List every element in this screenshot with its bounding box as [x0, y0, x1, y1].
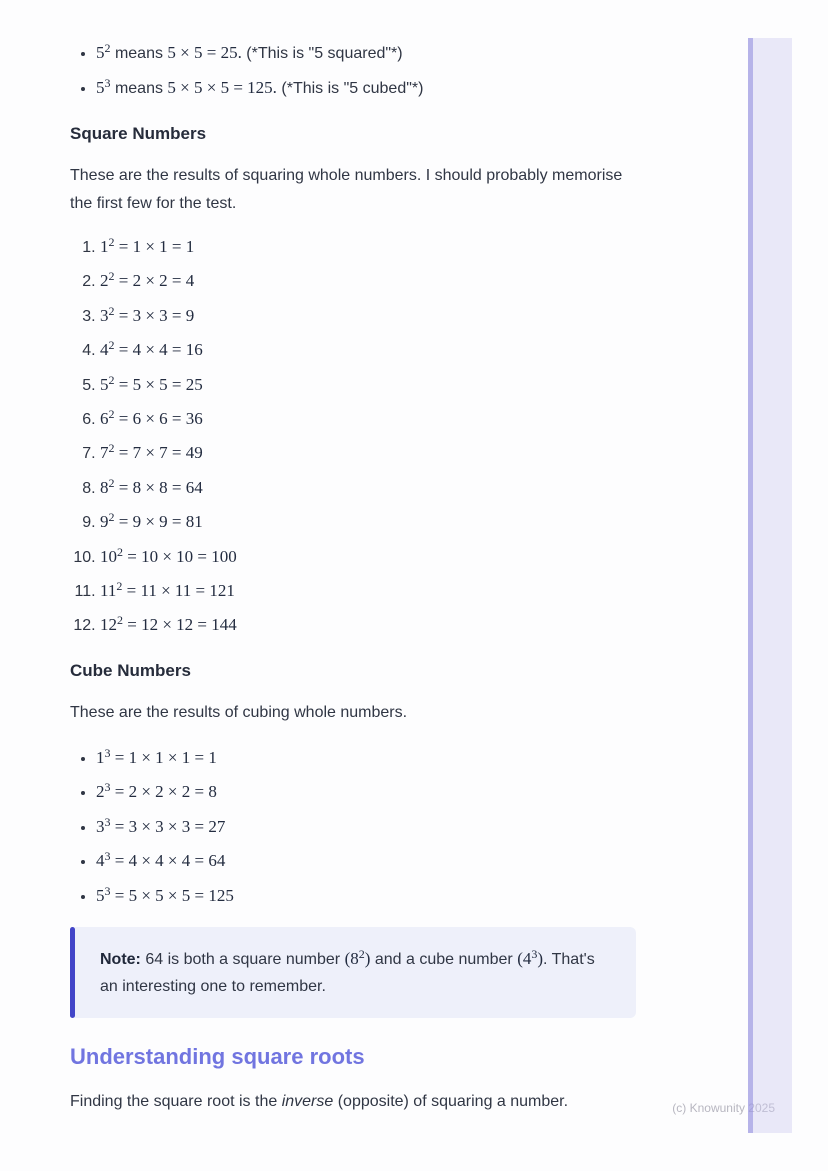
- list-item: 10. $10^2 = 10 \times 10 = 100$: [100, 540, 636, 574]
- power-notation-bullet-list: [70, 36, 636, 106]
- square-numbers-heading: Square Numbers: [70, 124, 207, 143]
- note-callout: [70, 927, 636, 1018]
- list-item: 1. $1^2 = 1 \times 1 = 1$: [100, 230, 636, 264]
- list-item: 4. $4^2 = 4 \times 4 = 16$: [100, 333, 636, 367]
- list-item: • $4^3 = 4 \times 4 \times 4 = 64$: [96, 844, 636, 878]
- square-roots-intro-paragraph: Finding the square root is the inverse (opposite) of squaring a number.: [70, 1092, 569, 1110]
- list-item: • $1^3 = 1 \times 1 \times 1 = 1$: [96, 741, 636, 775]
- list-item: • $5^2$ means 5 × 5 = 25. (*This is "5 squared"*): [96, 36, 636, 71]
- list-item: 9. $9^2 = 9 \times 9 = 81$: [100, 505, 636, 539]
- square-numbers-list: [70, 230, 636, 643]
- list-item: 2. $2^2 = 2 \times 2 = 4$: [100, 264, 636, 298]
- list-item: • $5^3 = 5 \times 5 \times 5 = 125$: [96, 879, 636, 913]
- note-content-area: [70, 36, 636, 1116]
- list-item: 3. $3^2 = 3 \times 3 = 9$: [100, 299, 636, 333]
- list-item: 5. $5^2 = 5 \times 5 = 25$: [100, 368, 636, 402]
- cube-numbers-intro-paragraph: These are the results of cubing whole numbers.: [70, 703, 408, 721]
- list-item: 8. $8^2 = 8 \times 8 = 64$: [100, 471, 636, 505]
- copyright-watermark: (c) Knowunity 2025: [672, 1101, 775, 1115]
- list-item: 7. $7^2 = 7 \times 7 = 49$: [100, 436, 636, 470]
- note-accent-bar: [70, 927, 75, 1018]
- list-item: 6. $6^2 = 6 \times 6 = 36$: [100, 402, 636, 436]
- cube-numbers-list: [70, 741, 636, 913]
- list-item: • $3^3 = 3 \times 3 \times 3 = 27$: [96, 810, 636, 844]
- cube-numbers-heading: Cube Numbers: [70, 660, 191, 680]
- note-text: Note: 64 is both a square number $(8^2)$ and a cube number $(4^3)$. That's an interesting one to remember.: [100, 946, 595, 995]
- square-roots-heading: Understanding square roots: [70, 1043, 365, 1069]
- list-item: • $5^3$ means 5 × 5 × 5 = 125. (*This is "5 cubed"*): [96, 71, 636, 106]
- square-numbers-intro-paragraph: These are the results of squaring whole numbers. I should probably memorise the first few for the test.: [70, 167, 623, 212]
- list-item: 11. $11^2 = 11 \times 11 = 121$: [100, 574, 636, 608]
- page-edge-scrollbar[interactable]: [748, 38, 792, 1133]
- list-item: • $2^3 = 2 \times 2 \times 2 = 8$: [96, 775, 636, 809]
- list-item: 12. $12^2 = 12 \times 12 = 144$: [100, 608, 636, 642]
